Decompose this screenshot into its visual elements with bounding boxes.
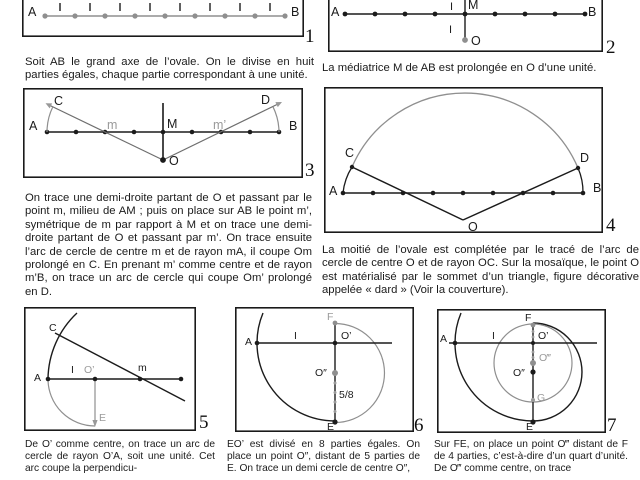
figure-3-number: 3 xyxy=(305,160,315,181)
label-B: B xyxy=(593,181,602,195)
figure-1 xyxy=(22,0,304,37)
label-F: F xyxy=(525,312,532,324)
label-A: A xyxy=(331,5,340,19)
caption-1: Soit AB le grand axe de l’ovale. On le divise en huit parties égales, chaque partie correspondant à une unité. xyxy=(25,56,314,82)
label-m: m xyxy=(107,118,118,132)
figure-7 xyxy=(437,309,606,433)
figure-6-number: 6 xyxy=(414,415,424,436)
figure-3 xyxy=(23,88,303,178)
arc-A-to-C xyxy=(47,107,53,132)
line-O-D xyxy=(463,168,578,220)
point-A-dot xyxy=(453,341,458,346)
point-C-dot xyxy=(350,165,354,169)
label-A: A xyxy=(329,184,338,198)
caption-4: La moitié de l’ovale est complétée par le tracé de l’arc de cercle de centre O et de rayon OC. Sur la mosaïque, le point O est matérialisé par le sommet d’un triangle, figure décorative appelée « dard » (Voir la couverture). xyxy=(322,244,639,297)
unit-mark: I xyxy=(492,330,495,342)
point-O-second-dot xyxy=(530,369,535,374)
label-B: B xyxy=(588,5,597,19)
arc-B-to-D xyxy=(578,168,583,193)
point-O-dot xyxy=(462,37,468,43)
label-E: E xyxy=(327,421,335,432)
label-E: E xyxy=(526,421,534,433)
unit-ticks xyxy=(60,3,270,11)
point-D-dot xyxy=(576,166,580,170)
caption-2: La médiatrice M de AB est prolongée en O d’une unité. xyxy=(322,62,597,74)
label-M: M xyxy=(167,117,178,131)
label-O-prime: O’ xyxy=(84,364,95,376)
label-O-third: O‴ xyxy=(539,352,551,364)
point-O-prime-dot xyxy=(531,341,535,345)
figure-5 xyxy=(24,307,196,431)
figure-6 xyxy=(235,307,414,432)
unit-mark-bottom: I xyxy=(449,24,453,36)
label-A: A xyxy=(28,5,37,19)
label-B: B xyxy=(291,5,300,19)
label-C: C xyxy=(345,146,355,160)
label-A: A xyxy=(245,336,253,348)
ray-through-C-m xyxy=(55,333,185,401)
caption-5: De O’ comme centre, on trace un arc de cercle de rayon O’A, soit une unité. Cet arc coupe la perpendicu- xyxy=(25,439,215,474)
label-O-prime: O’ xyxy=(538,330,549,342)
caption-3: On trace une demi-droite partant de O et passant par le point m, milieu de AM ; puis on place sur AB le point m’, symétrique de m par rapport à M et on trace une demi-droite partant de O et passant par m’. On trace ensuite l’arc de cercle de centre m et de rayon mA, il coupe Om prolongé en C. En prenant m’ comme centre et de rayon m’B, on trace un arc de cercle qui coupe Om’ prolongé en D. xyxy=(25,192,312,298)
figure-4-number: 4 xyxy=(606,215,616,236)
label-D: D xyxy=(580,151,590,165)
figure-5-number: 5 xyxy=(199,412,209,433)
point-O-third-dot xyxy=(530,360,536,366)
label-C: C xyxy=(49,322,57,334)
point-O-dot xyxy=(160,157,166,163)
point-G-dot xyxy=(531,398,535,402)
arc-C-to-D-half-oval xyxy=(352,93,578,168)
figure-4 xyxy=(324,87,603,233)
point-O-second-dot xyxy=(332,370,338,376)
label-G: G xyxy=(537,392,546,404)
figure-4-frame xyxy=(325,88,602,232)
arc-B-to-D xyxy=(273,107,279,132)
caption-7: Sur FE, on place un point O‴ distant de F de 4 parties, c’est-à-dire d’un quart d’unité. De O‴ comme centre, on trace xyxy=(434,439,628,474)
label-O: O xyxy=(468,220,478,233)
figure-2-number: 2 xyxy=(606,37,616,58)
label-B: B xyxy=(289,119,298,133)
figure-1-frame xyxy=(23,0,303,36)
arc-A-to-C xyxy=(343,167,352,193)
arc-A-to-E xyxy=(48,379,95,426)
unit-mark-top: I xyxy=(450,1,454,13)
label-fraction-5-8: 5/8 xyxy=(339,389,354,401)
point-O-prime-dot xyxy=(333,341,338,346)
label-m: m xyxy=(138,362,147,374)
label-M: M xyxy=(468,0,479,12)
figure-7-number: 7 xyxy=(607,415,617,436)
label-O: O xyxy=(471,34,481,48)
label-D: D xyxy=(261,93,271,107)
label-m-prime: m’ xyxy=(213,118,227,132)
label-O-prime: O’ xyxy=(341,330,352,342)
unit-mark: I xyxy=(294,330,297,342)
unit-mark: I xyxy=(71,364,74,376)
label-E: E xyxy=(99,412,107,424)
label-F: F xyxy=(327,311,334,323)
caption-6: EO’ est divisé en 8 parties égales. On place un point O″, distant de 5 parties de E. On trace un demi cercle de centre O″, xyxy=(227,439,420,474)
label-A: A xyxy=(34,372,42,384)
label-C: C xyxy=(54,94,64,108)
label-O-second: O″ xyxy=(315,367,327,379)
figure-2 xyxy=(328,0,603,52)
point-A-dot xyxy=(255,341,260,346)
label-A: A xyxy=(29,119,38,133)
label-A: A xyxy=(440,333,448,345)
label-O: O xyxy=(169,154,179,168)
label-O-second: O″ xyxy=(513,367,525,379)
figure-1-number: 1 xyxy=(305,26,315,47)
